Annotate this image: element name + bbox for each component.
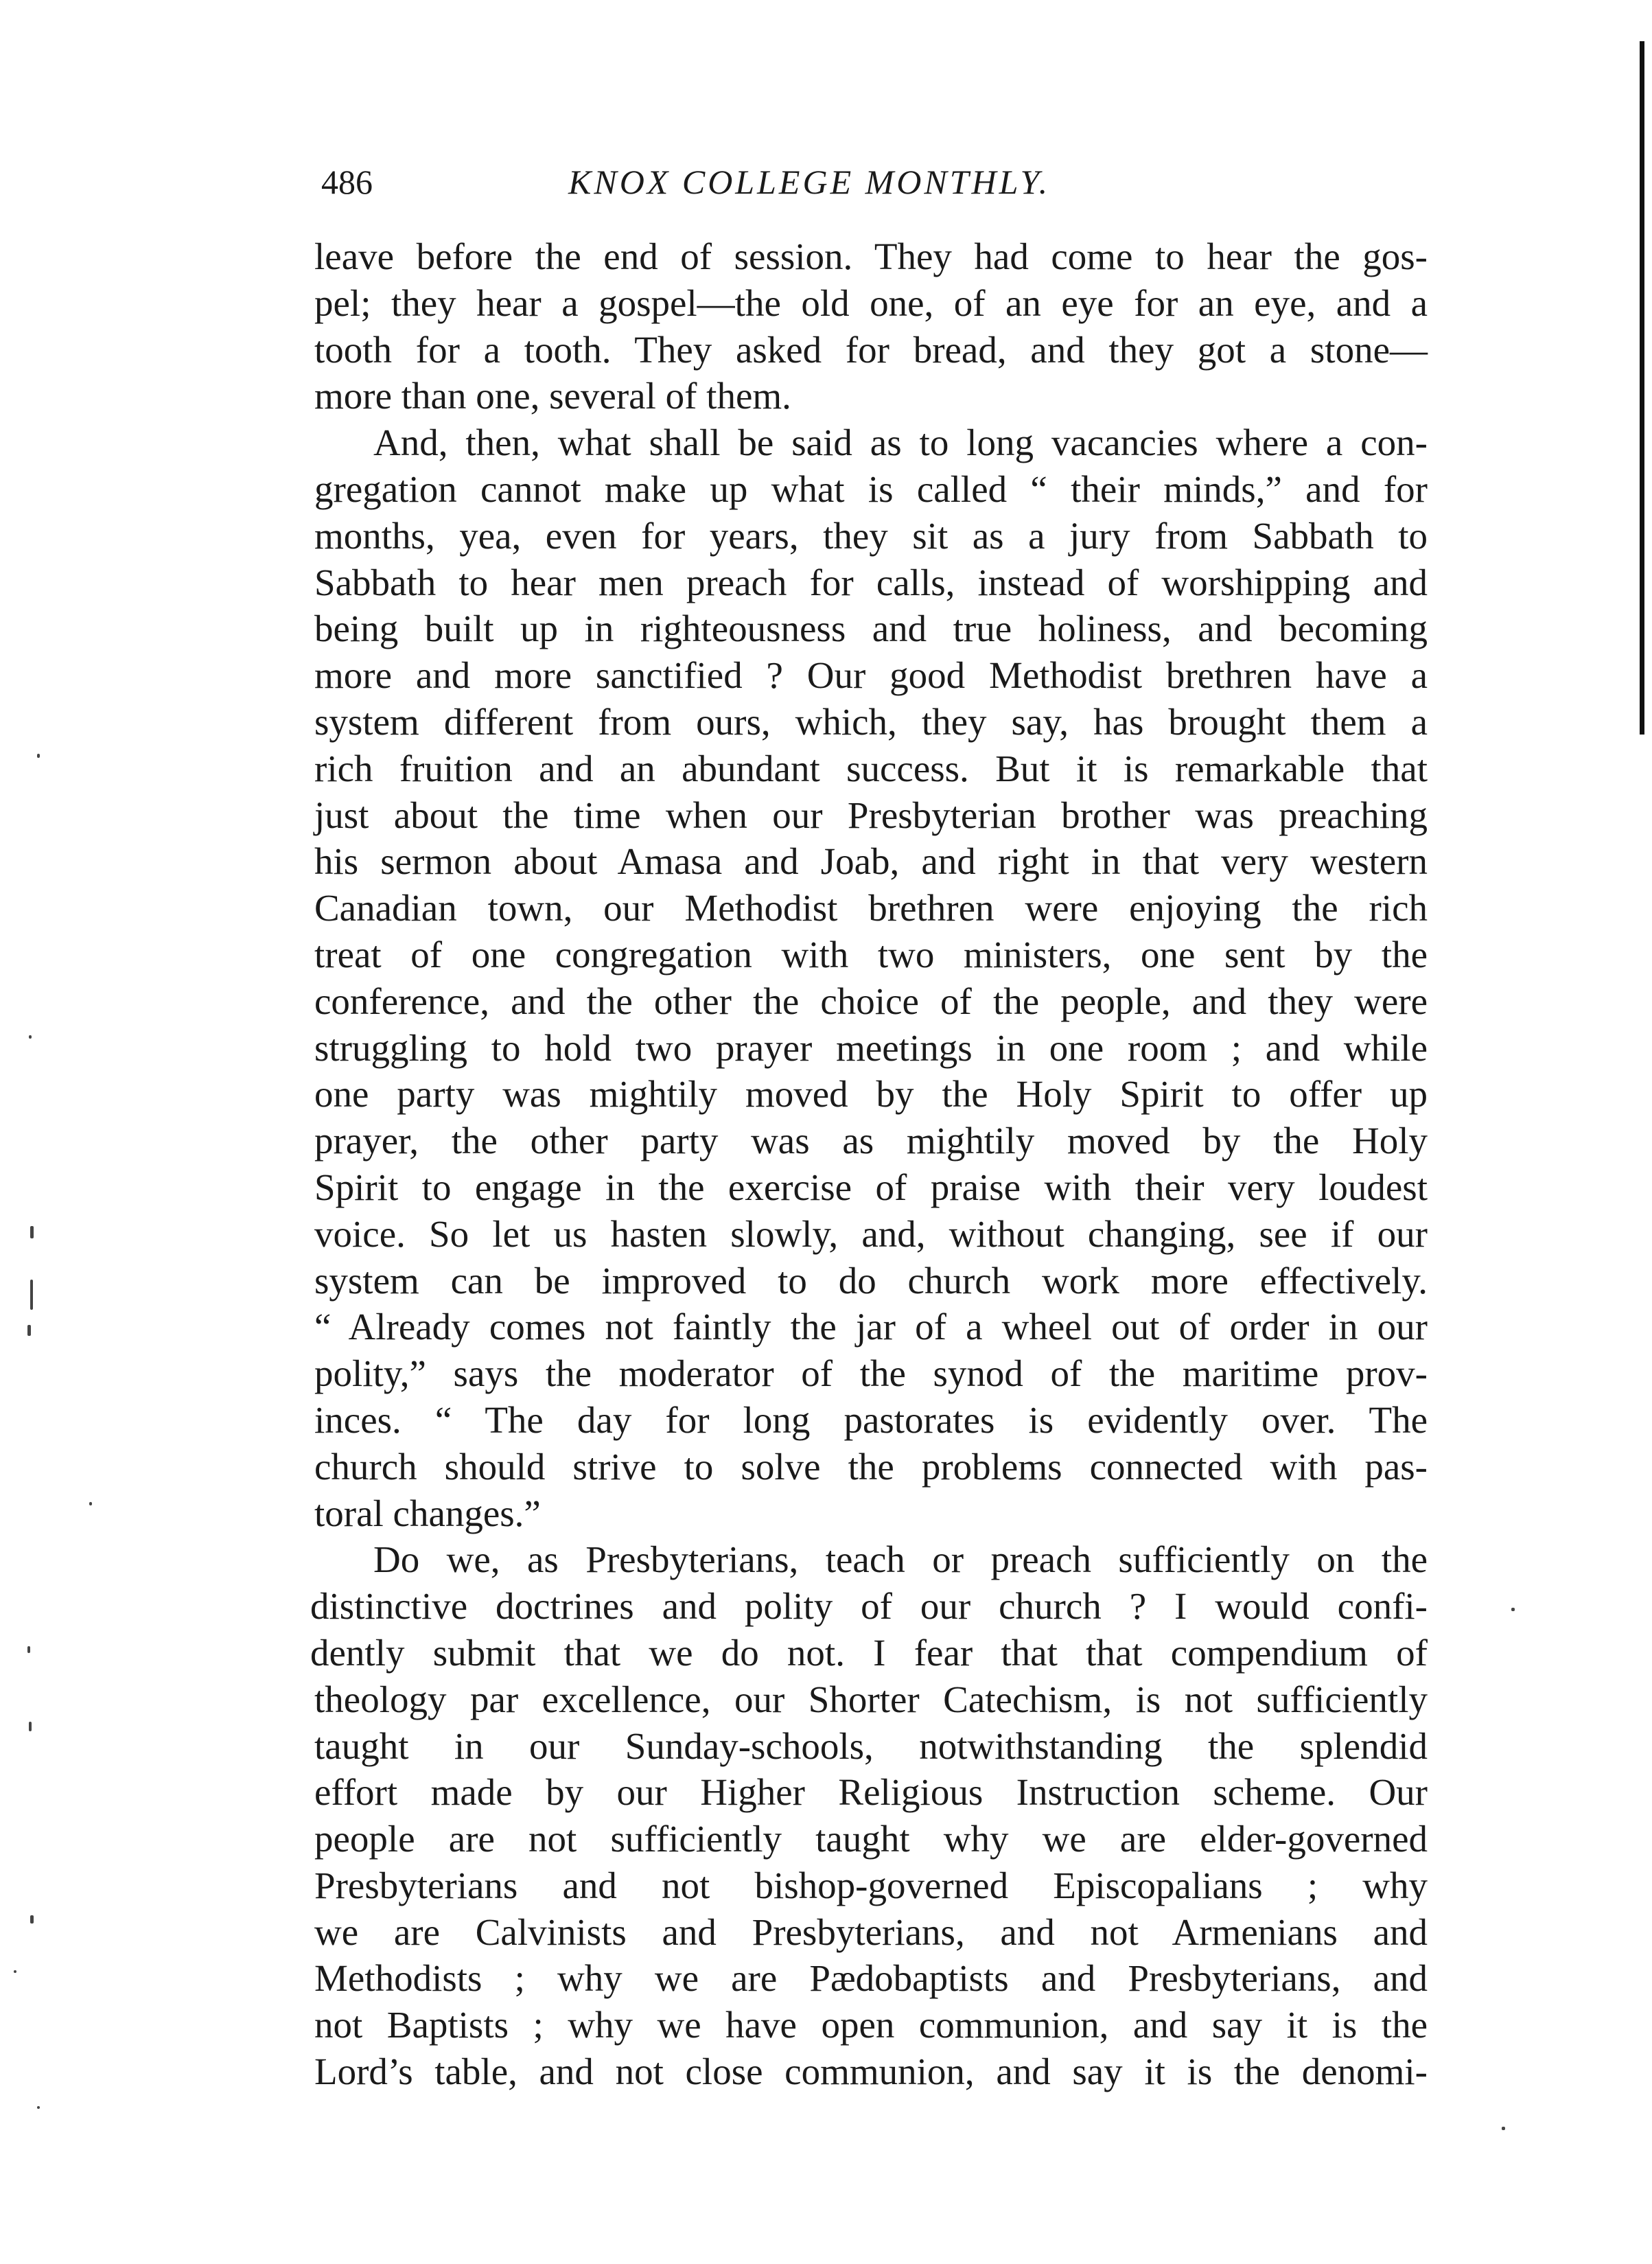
scan-speck (30, 1226, 34, 1238)
text-line: people are not sufficiently taught why we are elder-governed (314, 1818, 1428, 1860)
text-line: just about the time when our Presbyterian brother was preaching (314, 794, 1428, 836)
text-line: distinctive doctrines and polity of our church ? I would confi- (310, 1585, 1428, 1628)
text-line: polity,” says the moderator of the synod of the maritime prov- (314, 1352, 1428, 1395)
scan-speck (1502, 2127, 1505, 2130)
text-line: we are Calvinists and Presbyterians, and not Armenians and (314, 1910, 1428, 1953)
text-line: Canadian town, our Methodist brethren were enjoying the rich (314, 887, 1428, 929)
text-line: more than one, several of them. (314, 375, 791, 417)
text-line: church should strive to solve the problems connected with pas- (314, 1445, 1428, 1488)
text-line: dently submit that we do not. I fear that that compendium of (310, 1631, 1428, 1674)
scan-speck (1511, 1608, 1515, 1611)
text-line: voice. So let us hasten slowly, and, without changing, see if our (314, 1212, 1428, 1255)
text-line: Do we, as Presbyterians, teach or preach sufficiently on the (373, 1538, 1428, 1581)
text-line: tooth for a tooth. They asked for bread, and they got a stone— (314, 328, 1428, 371)
scan-speck (29, 1722, 32, 1731)
text-line: Sabbath to hear men preach for calls, instead of worshipping and (314, 561, 1428, 603)
text-line: one party was mightily moved by the Holy Spirit to offer up (314, 1073, 1428, 1116)
journal-title: KNOX COLLEGE MONTHLY. (568, 163, 1051, 201)
text-line: struggling to hold two prayer meetings in one room ; and while (314, 1026, 1428, 1069)
running-head (321, 158, 1426, 206)
body-text (310, 233, 1428, 2095)
text-line: And, then, what shall be said as to long vacancies where a con- (373, 421, 1428, 464)
scan-speck (27, 1646, 30, 1653)
text-line: “ Already comes not faintly the jar of a wheel out of order in our (314, 1306, 1428, 1348)
scan-speck (29, 1035, 32, 1039)
text-line: months, yea, even for years, they sit as a jury from Sabbath to (314, 514, 1428, 557)
text-line: Spirit to engage in the exercise of praise with their very loudest (314, 1166, 1428, 1208)
scan-speck (37, 754, 40, 758)
text-line: taught in our Sunday-schools, notwithstanding the splendid (314, 1724, 1428, 1767)
text-line: his sermon about Amasa and Joab, and right in that very western (314, 840, 1428, 883)
text-line: theology par excellence, our Shorter Catechism, is not sufficiently (314, 1678, 1428, 1720)
scan-edge-rule (1640, 41, 1644, 735)
page-number: 486 (321, 163, 373, 201)
text-line: conference, and the other the choice of the people, and they were (314, 980, 1428, 1022)
text-line: toral changes.” (314, 1492, 541, 1534)
text-line: pel; they hear a gospel—the old one, of an eye for an eye, and a (314, 281, 1428, 324)
text-line: system different from ours, which, they say, has brought them a (314, 700, 1428, 743)
text-line: Presbyterians and not bishop-governed Episcopalians ; why (314, 1864, 1428, 1906)
text-line: being built up in righteousness and true holiness, and becoming (314, 608, 1428, 650)
text-line: rich fruition and an abundant success. But it is remarkable that (314, 747, 1428, 789)
scan-speck (14, 1970, 16, 1973)
text-line: effort made by our Higher Religious Instruction scheme. Our (314, 1771, 1428, 1814)
text-line: Lord’s table, and not close communion, and say it is the denomi- (314, 2051, 1428, 2093)
text-line: prayer, the other party was as mightily moved by the Holy (314, 1120, 1428, 1162)
scan-speck (37, 2106, 40, 2109)
scan-speck (30, 1280, 33, 1310)
text-line: not Baptists ; why we have open communion, and say it is the (314, 2004, 1428, 2046)
text-line: system can be improved to do church work more effectively. (314, 1259, 1428, 1302)
text-line: inces. “ The day for long pastorates is evidently over. The (314, 1398, 1428, 1441)
text-line: more and more sanctified ? Our good Methodist brethren have a (314, 654, 1428, 697)
scan-speck (27, 1325, 31, 1336)
scan-speck (30, 1915, 34, 1924)
text-line: leave before the end of session. They had come to hear the gos- (314, 235, 1428, 277)
text-line: treat of one congregation with two ministers, one sent by the (314, 933, 1428, 975)
scan-speck (89, 1502, 92, 1505)
text-line: Methodists ; why we are Pædobaptists and Presbyterians, and (314, 1957, 1428, 2000)
text-line: gregation cannot make up what is called “ their minds,” and for (314, 467, 1428, 510)
